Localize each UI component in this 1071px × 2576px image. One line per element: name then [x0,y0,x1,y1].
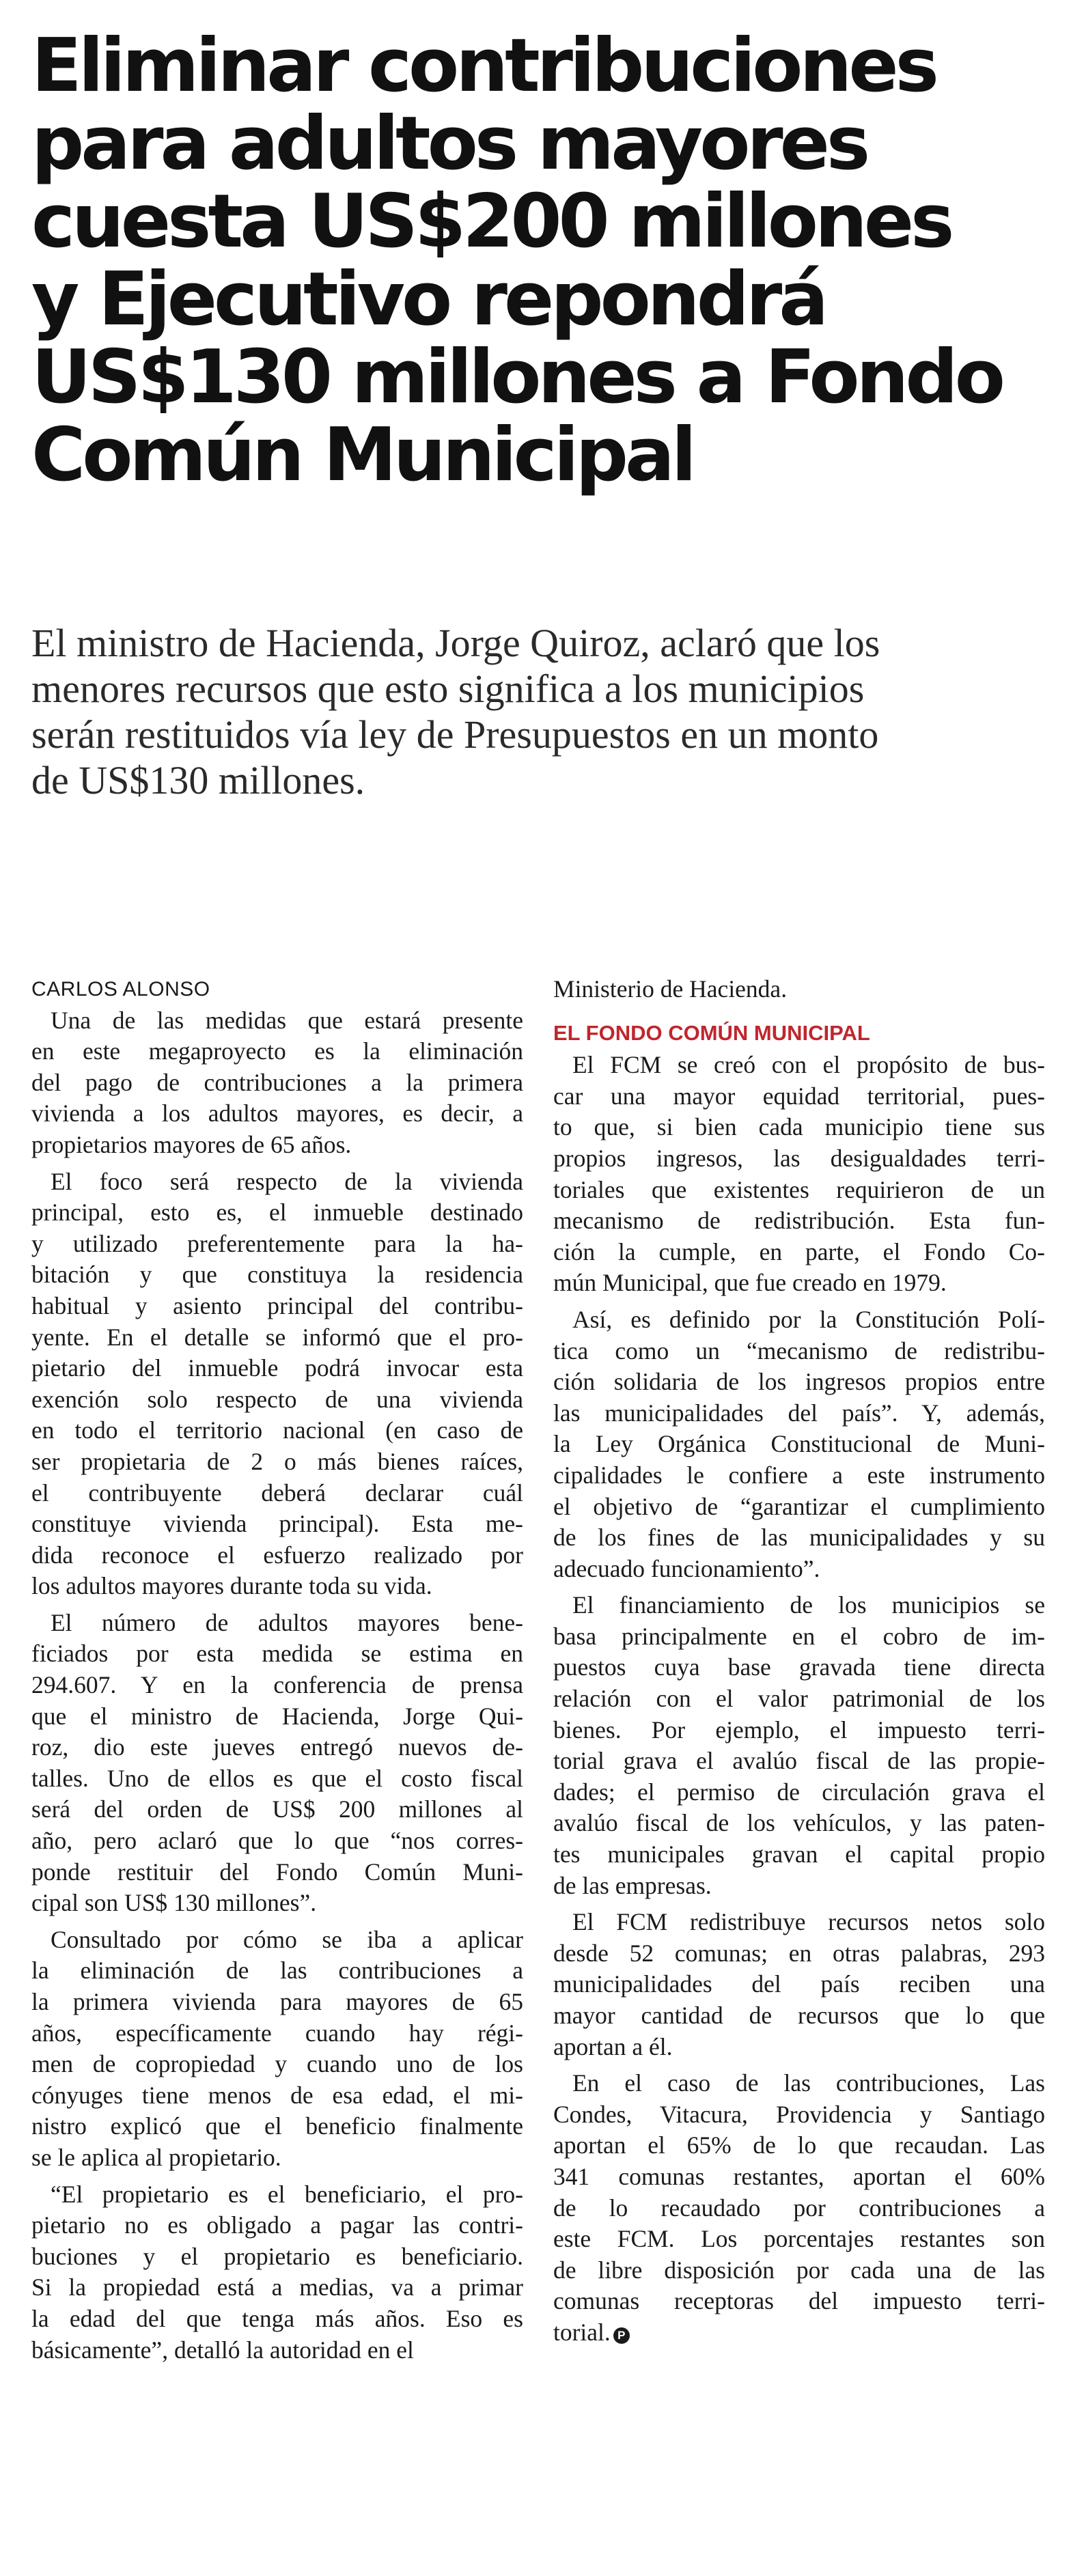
body-line: El foco será respecto de la vivienda [51,1167,523,1195]
body-line: Condes, Vitacura, Providencia y Santiago [553,2100,1045,2128]
body-paragraph [31,1924,523,2174]
body-line: ponde restituir del Fondo Común Muni- [31,1858,523,1886]
body-line: en todo el territorio nacional (en caso de [31,1416,523,1444]
body-line: mún Municipal, que fue creado en 1979. [553,1269,947,1297]
body-line: aportan el 65% de lo que recaudan. Las [553,2131,1045,2159]
body-line: tes municipales gravan el capital propio [553,1840,1045,1868]
body-line: el objetivo de “garantizar el cumplimiento [553,1492,1045,1520]
body-line: dades; el permiso de circulación grava el [553,1778,1045,1806]
body-line: car una mayor equidad territorial, pues- [553,1082,1045,1110]
body-line: este FCM. Los porcentajes restantes son [553,2225,1045,2253]
body-line: cipalidades le confiere a este instrumento [553,1461,1045,1489]
left-column [31,974,523,2366]
body-line: aportan a él. [553,2032,673,2060]
article-headline [31,23,1042,498]
body-line: El FCM redistribuye recursos netos solo [572,1908,1045,1936]
body-line: la Ley Orgánica Constitucional de Muni- [553,1430,1045,1458]
body-line: nistro explicó que el beneficio finalmente [31,2112,523,2140]
body-line: tica como un “mecanismo de redistribu- [553,1336,1045,1364]
body-line: Si la propiedad está a medias, va a primar [31,2273,523,2301]
body-line: puestos cuya base gravada tiene directa [553,1653,1045,1681]
body-line: torial grava el avalúo fiscal de las propie- [553,1747,1045,1775]
body-paragraph [553,1907,1045,2062]
body-line: torial. P [553,2317,1045,2349]
body-line: toriales que existentes requirieron de un [553,1175,1045,1203]
body-line: yente. En el detalle se informó que el pro- [31,1323,523,1351]
body-line: basa principalmente en el cobro de im- [553,1622,1045,1650]
body-line: relación con el valor patrimonial de los [553,1685,1045,1713]
body-line: en este megaproyecto es la eliminación [31,1037,523,1065]
body-paragraph [31,1005,523,1161]
body-line: cónyuges tiene menos de esa edad, el mi- [31,2081,523,2109]
body-line: que el ministro de Hacienda, Jorge Qui- [31,1702,523,1730]
body-line: El número de adultos mayores bene- [51,1608,523,1636]
body-line: to que, si bien cada municipio tiene sus [553,1113,1045,1141]
body-line: los adultos mayores durante toda su vida. [31,1572,432,1600]
body-line: la eliminación de las contribuciones a [31,1957,523,1985]
body-line: adecuado funcionamiento”. [553,1554,820,1582]
body-line: de los fines de las municipalidades y su [553,1524,1045,1552]
body-line: avalúo fiscal de los vehículos, y las paten- [553,1809,1045,1837]
body-line: Consultado por cómo se iba a aplicar [51,1925,523,1953]
body-line: municipalidades del país reciben una [553,1970,1045,1998]
body-line: Una de las medidas que estará presente [51,1006,523,1034]
body-line: pietario no es obligado a pagar las contri- [31,2211,523,2239]
body-paragraph [31,2179,523,2366]
right-column [553,974,1045,2349]
body-line: ción solidaria de los ingresos propios entre [553,1368,1045,1396]
body-line: pietario del inmueble podrá invocar esta [31,1354,523,1382]
deck-line: serán restituidos vía ley de Presupuestos en un monto [31,712,879,757]
body-line: ser propietaria de 2 o más bienes raíces, [31,1447,523,1475]
body-line: desde 52 comunas; en otras palabras, 293 [553,1939,1045,1967]
body-line: men de copropiedad y cuando uno de los [31,2050,523,2078]
body-paragraph [553,1050,1045,1299]
body-line: básicamente”, detalló la autoridad en el [31,2336,414,2364]
deck-line: menores recursos que esto significa a los municipios [31,667,865,711]
body-line: bitación y que constituya la residencia [31,1261,523,1289]
body-line: habitual y asiento principal del contribu- [31,1291,523,1319]
body-line: roz, dio este jueves entregó nuevos de- [31,1733,523,1761]
body-line: El FCM se creó con el propósito de bus- [572,1051,1045,1079]
body-line: buciones y el propietario es beneficiario. [31,2242,523,2270]
body-line: el contribuyente deberá declarar cuál [31,1479,523,1507]
body-paragraph [553,1304,1045,1584]
body-line: comunas receptoras del impuesto terri- [553,2287,1045,2315]
deck-line: El ministro de Hacienda, Jorge Quiroz, aclaró que los [31,621,880,665]
headline-line: Eliminar contribuciones [31,23,936,109]
section-heading: EL FONDO COMÚN MUNICIPAL [553,1020,870,1045]
body-line: de libre disposición por cada una de las [553,2256,1045,2284]
end-of-article-icon: P [613,2327,630,2344]
body-paragraph [31,1166,523,1602]
body-line: se le aplica al propietario. [31,2143,281,2171]
headline-line: y Ejecutivo repondrá [31,257,826,342]
body-line: principal, esto es, el inmueble destinado [31,1199,523,1227]
body-line: vivienda a los adultos mayores, es decir, a [31,1100,523,1128]
body-line: será del orden de US$ 200 millones al [31,1795,523,1823]
right-column-intro: Ministerio de Hacienda. [553,975,788,1003]
body-paragraph [553,2068,1045,2348]
body-line: 294.607. Y en la conferencia de prensa [31,1671,523,1699]
body-line: año, pero aclaró que lo que “nos corres- [31,1827,523,1855]
body-line: la edad del que tenga más años. Eso es [31,2304,523,2332]
body-line: constituye vivienda principal). Esta me- [31,1510,523,1538]
body-line: las municipalidades del país”. Y, además, [553,1399,1045,1427]
body-line: de las empresas. [553,1871,712,1899]
body-line: la primera vivienda para mayores de 65 [31,1988,523,2015]
body-line: años, específicamente cuando hay régi- [31,2019,523,2047]
body-line: cipal son US$ 130 millones”. [31,1889,317,1917]
body-line: del pago de contribuciones a la primera [31,1068,523,1096]
body-line: bienes. Por ejemplo, el impuesto terri- [553,1716,1045,1744]
article-deck [31,620,1042,803]
body-line: propios ingresos, las desigualdades terri- [553,1144,1045,1172]
body-line: “El propietario es el beneficiario, el pro- [51,2180,523,2208]
headline-line: Común Municipal [31,412,693,498]
body-line: de lo recaudado por contribuciones a [553,2194,1045,2222]
body-line: talles. Uno de ellos es que el costo fiscal [31,1764,523,1792]
body-line: En el caso de las contribuciones, Las [572,2069,1045,2097]
body-line: propietarios mayores de 65 años. [31,1130,352,1158]
deck-line: de US$130 millones. [31,758,365,802]
body-paragraph [553,1590,1045,1901]
headline-line: cuesta US$200 millones [31,179,951,264]
body-line: Así, es definido por la Constitución Polí- [572,1305,1045,1333]
body-line: mecanismo de redistribución. Esta fun- [553,1207,1045,1235]
body-line: dida reconoce el esfuerzo realizado por [31,1541,523,1569]
body-line: mayor cantidad de recursos que lo que [553,2002,1045,2029]
headline-line: para adultos mayores [31,101,867,186]
body-line: 341 comunas restantes, aportan el 60% [553,2162,1045,2190]
body-paragraph [31,1608,523,1919]
body-line: El financiamiento de los municipios se [572,1591,1045,1619]
headline-line: US$130 millones a Fondo [31,335,1002,420]
body-line: exención solo respecto de una vivienda [31,1385,523,1413]
body-line: y utilizado preferentemente para la ha- [31,1229,523,1257]
body-line: ficiados por esta medida se estima en [31,1640,523,1668]
body-line: ción la cumple, en parte, el Fondo Co- [553,1237,1045,1265]
byline: CARLOS ALONSO [31,978,210,1000]
